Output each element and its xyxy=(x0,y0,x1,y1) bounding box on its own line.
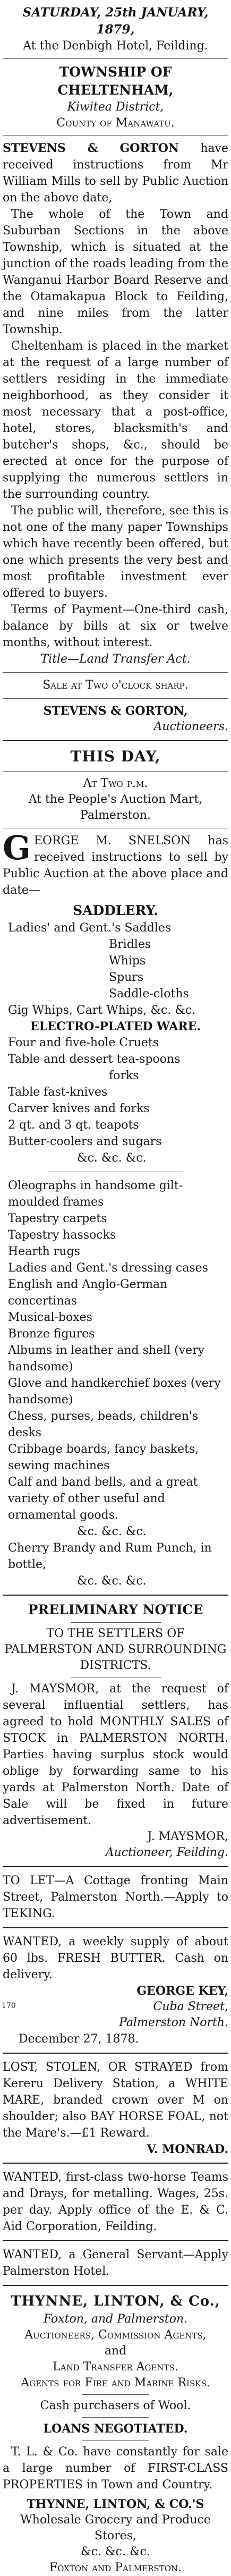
loans-heading: LOANS NEGOTIATED. xyxy=(43,2422,188,2436)
firm-line: Auctioneers, Commission Agents, xyxy=(24,2328,207,2342)
list-item: Calf and band bells, and a great variety of other useful and ornamental goods. xyxy=(8,1476,198,1522)
list-item: English and Anglo-German concertinas xyxy=(8,1278,168,1308)
divider xyxy=(82,2394,150,2395)
list-item: Tapestry carpets xyxy=(8,1212,107,1225)
auction-venue: At the Denbigh Hotel, Feilding. xyxy=(23,39,208,53)
section-rule xyxy=(3,1595,228,1596)
list-item: Four and five-hole Cruets xyxy=(8,1036,159,1049)
firm-line: and xyxy=(104,2344,127,2358)
auction-date: SATURDAY, 25th JANUARY, 1879, xyxy=(22,5,209,37)
to-let-ad xyxy=(3,1872,228,1922)
wanted-butter-ad xyxy=(3,1934,228,2047)
time-line: At Two p.m. xyxy=(83,777,148,790)
signature-role: Auctioneers. xyxy=(153,720,228,733)
wanted-body: WANTED, a weekly supply of about 60 lbs. FRESH BUTTER. Cash on delivery. xyxy=(3,1935,228,1981)
firm-line: Cash purchasers of Wool. xyxy=(40,2399,191,2412)
lost-body: LOST, STOLEN, OR STRAYED from Kereru Delivery Station, a WHITE MARE, branded crown over M on shoulder; also BAY HORSE FOAL, not the Mare's.—£1 Reward. xyxy=(3,2061,228,2140)
list-item: Cherry Brandy and Rum Punch, in bottle, xyxy=(8,1541,212,1571)
list-item: Table and dessert tea-spoons xyxy=(8,1053,181,1066)
list-item: &c. &c. &c. xyxy=(77,1574,147,1588)
list-item: Butter-coolers and sugars xyxy=(8,1135,162,1148)
county-line: County of Manawatu. xyxy=(56,116,175,130)
signature: GEORGE KEY, xyxy=(136,1984,228,1998)
list-item: Oleographs in handsome gilt-moulded frames xyxy=(8,1179,183,1209)
newspaper-column xyxy=(2,4,228,2574)
signature: J. MAYSMOR, xyxy=(147,1830,228,1843)
list-item: Spurs xyxy=(109,971,144,984)
intro-text: EORGE M. SNELSON has received instructions to sell by Public Auction at the above place and date— xyxy=(3,834,228,897)
drop-cap: G xyxy=(3,828,31,867)
signature-line: &c. &c. &c. xyxy=(81,2545,150,2558)
signature: STEVENS & GORTON, xyxy=(43,704,188,718)
wanted-body: WANTED, a General Servant—Apply Palmerston Hotel. xyxy=(3,2248,228,2278)
section-rule xyxy=(3,2285,228,2286)
signature: THYNNE, LINTON, & CO.'S xyxy=(27,2497,204,2511)
list-item: Albums in leather and shell (very handsome) xyxy=(8,1344,205,1374)
section-rule xyxy=(3,2163,228,2164)
signature-role: Auctioneer, Feilding. xyxy=(105,1846,228,1859)
paragraph: The public will, therefore, see this is not one of the many paper Townships which have recently been offered, but one which presents the very best and most profitable investment ever offered to buyers. xyxy=(3,504,228,600)
list-item: Bronze figures xyxy=(8,1327,95,1341)
divider xyxy=(3,58,228,59)
wanted-teams-ad xyxy=(3,2169,228,2235)
signature-address: Cuba Street, xyxy=(153,2000,228,2013)
divider xyxy=(3,135,228,136)
ad-date: December 27, 1878. xyxy=(19,2032,139,2046)
signature-address: Palmerston North. xyxy=(119,2016,228,2029)
section-rule xyxy=(3,2240,228,2241)
intro-text: have received instructions from Mr William Mills to sell by Public Auction on the above date, xyxy=(3,142,228,205)
firm-name: STEVENS & GORTON xyxy=(3,141,179,155)
divider xyxy=(82,2440,150,2441)
notice-subheading: TO THE SETTLERS OF PALMERSTON AND SURROUNDING DISTRICTS. xyxy=(4,1627,227,1672)
signature: V. MONRAD. xyxy=(147,2142,228,2156)
divider xyxy=(3,672,228,673)
wanted-servant-ad xyxy=(3,2247,228,2280)
list-item: Gig Whips, Cart Whips, &c. &c. xyxy=(8,1004,196,1017)
list-item: Table fast-knives xyxy=(8,1086,108,1099)
list-item: Ladies and Gent.'s dressing cases xyxy=(8,1261,208,1275)
list-item: Musical-boxes xyxy=(8,1311,92,1324)
terms-paragraph: Terms of Payment—One-third cash, balance by bills at six or twelve months, without interest. xyxy=(3,603,228,649)
notice-heading: PRELIMINARY NOTICE xyxy=(28,1602,203,1617)
venue-line: At the People's Auction Mart, Palmerston. xyxy=(28,793,203,822)
list-item: Ladies' and Gent.'s Saddles xyxy=(8,921,172,935)
saddlery-heading: SADDLERY. xyxy=(73,903,158,918)
signature-line: Foxton and Palmerston. xyxy=(49,2561,182,2574)
list-item: Hearth rugs xyxy=(8,1245,80,1258)
section-rule xyxy=(3,1866,228,1867)
list-item: Chess, purses, beads, children's desks xyxy=(8,1410,199,1439)
notice-body: J. MAYSMOR, at the request of several influential settlers, has agreed to hold MONTHLY SALES of STOCK in PALMERSTON NORTH. Parties having surplus stock would oblige by forwarding same to his yards at Palmerston North. Date of Sale will be fixed in future advertisement. xyxy=(3,1682,228,1827)
intro-paragraph xyxy=(3,828,228,899)
list-item: forks xyxy=(109,1069,139,1082)
this-day-heading: THIS DAY, xyxy=(70,748,161,765)
divider xyxy=(71,1622,161,1623)
sale-time: Sale at Two o'clock sharp. xyxy=(42,679,189,692)
firm-heading: THYNNE, LINTON, & Co., xyxy=(11,2293,220,2309)
section-rule xyxy=(3,740,228,741)
divider xyxy=(82,2417,150,2418)
to-let-body: TO LET—A Cottage fronting Main Street, Palmerston North.—Apply to TEKING. xyxy=(3,1874,228,1920)
lost-stolen-ad xyxy=(3,2059,228,2157)
ad-number: 170 xyxy=(2,2002,16,2010)
list-item: 2 qt. and 3 qt. teapots xyxy=(8,1118,139,1132)
firm-location: Foxton, and Palmerston. xyxy=(43,2312,188,2326)
district-line: Kiwitea District, xyxy=(67,100,164,114)
list-item: Bridles xyxy=(109,938,151,951)
auction-ad-cheltenham xyxy=(3,4,228,735)
divider xyxy=(3,771,228,772)
title-line: Title—Land Transfer Act. xyxy=(40,653,191,666)
divider xyxy=(3,698,228,699)
list-item: Glove and handkerchief boxes (very handsome) xyxy=(8,1377,221,1406)
list-item: Saddle-cloths xyxy=(109,987,189,1001)
section-rule xyxy=(3,2053,228,2054)
township-title: TOWNSHIP OF CHELTENHAM, xyxy=(57,64,174,98)
paragraph: The whole of the Town and Suburban Sections in the above Township, which is situated at the junction of the roads leading from the Wanganui Harbor Board Reserve and the Otamakapua Block to Feilding, and nine miles from the latter Township. xyxy=(3,208,228,336)
signature-line: Wholesale Grocery and Produce Stores, xyxy=(20,2513,211,2543)
list-item: &c. &c. &c. xyxy=(77,1525,147,1538)
list-item: &c. &c. &c. xyxy=(77,1151,147,1165)
list-item: Cribbage boards, fancy baskets, sewing machines xyxy=(8,1443,199,1472)
preliminary-notice-ad xyxy=(3,1601,228,1861)
list-item: Tapestry hassocks xyxy=(8,1228,116,1242)
list-item: Carver knives and forks xyxy=(8,1102,150,1115)
firm-line: Land Transfer Agents. xyxy=(53,2360,178,2374)
firm-body: T. L. & Co. have constantly for sale a large number of FIRST-CLASS PROPERTIES in Town and Country. xyxy=(3,2445,228,2492)
auction-ad-snelson xyxy=(3,747,228,1589)
electro-plated-heading: ELECTRO-PLATED WARE. xyxy=(30,1020,201,1033)
thynne-linton-ad xyxy=(3,2291,228,2576)
list-item: Whips xyxy=(109,954,146,968)
intro-paragraph xyxy=(3,140,228,206)
paragraph: Cheltenham is placed in the market at the request of a large number of settlers residing in the immediate neighborhood, as they consider it most necessary that a post-office, hotel, stores, blacksmith's and butcher's shops, &c., should be erected at once for the purpose of supplying the numerous settlers in the surrounding country. xyxy=(3,340,228,501)
wanted-body: WANTED, first-class two-horse Teams and Drays, for metalling. Wages, 25s. per day. Apply office of the E. & C. Aid Corporation, Feilding. xyxy=(3,2171,228,2233)
section-rule xyxy=(3,1927,228,1928)
firm-line: Agents for Fire and Marine Risks. xyxy=(21,2376,210,2389)
